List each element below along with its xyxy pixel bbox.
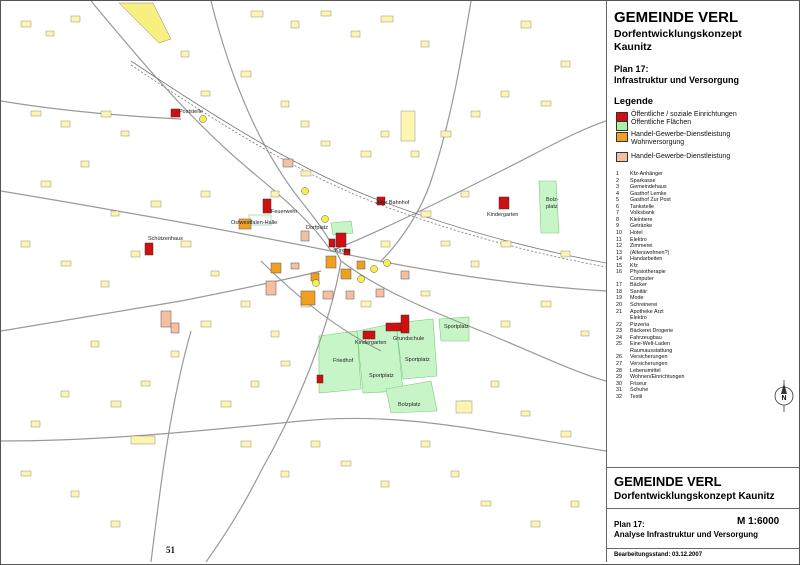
list-item-number: 14 xyxy=(616,256,622,263)
list-item-number: 3 xyxy=(616,184,619,191)
list-item xyxy=(616,315,647,321)
list-item-number: 30 xyxy=(616,380,622,387)
label-sportplatz-2: Sportplatz xyxy=(405,357,430,363)
list-item-number: 28 xyxy=(616,367,622,374)
subtitle-1: Dorfentwicklungskonzept xyxy=(614,28,742,40)
residential-buildings xyxy=(21,11,589,527)
list-item-label: Gasthof Zur Post xyxy=(630,197,671,204)
list-item xyxy=(616,217,652,223)
list-item-label: Handarbeiten xyxy=(630,256,663,263)
list-item-label: Apotheke Arzt xyxy=(630,308,664,315)
list-item-number: 21 xyxy=(616,308,622,315)
list-item-label: Eine-Welt-Laden xyxy=(630,341,671,348)
list-item-number: 18 xyxy=(616,288,622,295)
list-item xyxy=(616,250,669,256)
list-item xyxy=(616,348,672,354)
label-sportplatz-1: Sportplatz xyxy=(444,324,469,330)
list-item-number: 4 xyxy=(616,190,619,197)
list-item-number: 17 xyxy=(616,282,622,289)
list-item-label: Kfz-Anhänger xyxy=(630,171,663,177)
list-item-label: Raumausstattung xyxy=(630,347,673,354)
divider xyxy=(607,508,799,509)
label-dorfplatz: Dorfplatz xyxy=(306,225,329,231)
list-item-label: Wohnen/Einrichtungen xyxy=(630,374,685,381)
list-item-label: Bäckerei Drogerie xyxy=(630,328,674,335)
list-item xyxy=(616,361,667,367)
list-item xyxy=(616,387,648,393)
list-item-number: 7 xyxy=(616,210,619,217)
list-item-label: Versicherungen xyxy=(630,360,668,367)
label-ostwestfalen-halle: Ostwestfalen-Halle xyxy=(231,220,278,226)
list-item-label: Elektro xyxy=(630,315,647,322)
list-item-label: Mode xyxy=(630,295,644,302)
map-canvas xyxy=(1,1,606,562)
footer-plan-name: Analyse Infrastruktur und Versorgung xyxy=(614,530,759,539)
list-item-label: Getränke xyxy=(630,223,653,230)
list-item xyxy=(616,210,655,216)
list-item-number: 13 xyxy=(616,249,622,256)
list-item xyxy=(616,237,647,243)
title: GEMEINDE VERL xyxy=(614,9,739,26)
list-item-label: Computer xyxy=(630,275,654,282)
label-sportplatz-3: Sportplatz xyxy=(369,373,394,379)
legend-label-commerce-2: Handel-Gewerbe-Dienstleistung xyxy=(631,153,731,160)
list-item xyxy=(616,191,667,197)
list-item xyxy=(616,230,643,236)
label-bolzplatz-south: Bolzplatz xyxy=(398,402,421,408)
list-item-label: Schuhe xyxy=(630,387,649,394)
label-alter-bahnhof: Alter Bahnhof xyxy=(376,200,410,206)
list-item-number: 8 xyxy=(616,216,619,223)
list-item-label: Hotel xyxy=(630,229,643,236)
list-item xyxy=(616,263,638,269)
list-item-label: Friseur xyxy=(630,380,647,387)
legend-panel xyxy=(606,1,799,562)
list-item xyxy=(616,282,647,288)
list-item-number: 20 xyxy=(616,302,622,308)
list-item-number: 31 xyxy=(616,387,622,394)
list-item xyxy=(616,197,671,203)
divider xyxy=(607,548,799,549)
list-item-label: Volksbank xyxy=(630,210,655,217)
label-schuetzenhaus: Schützenhaus xyxy=(148,236,183,242)
public-areas xyxy=(319,181,559,413)
legend-swatch-commerce xyxy=(616,152,628,162)
list-item-number: 22 xyxy=(616,321,622,328)
list-item xyxy=(616,302,657,308)
label-poststelle: Poststelle xyxy=(179,109,203,115)
list-item-number: 24 xyxy=(616,334,622,341)
list-item-number: 5 xyxy=(616,197,619,204)
list-item xyxy=(616,295,644,301)
list-item-label: Physiotherapie xyxy=(630,269,666,276)
label-bolzplatz-east-1: Bolz- xyxy=(546,197,559,203)
list-item xyxy=(616,204,654,210)
compass-icon xyxy=(771,380,797,412)
list-item-number: 1 xyxy=(616,171,619,177)
list-item-label: Pizzeria xyxy=(630,321,650,328)
legend-title: Legende xyxy=(614,96,654,107)
yellow-area xyxy=(119,3,171,43)
list-item-number: 25 xyxy=(616,341,622,348)
list-item xyxy=(616,341,670,347)
list-item-number: 23 xyxy=(616,328,622,335)
list-item xyxy=(616,381,647,387)
list-item-label: Gemeindehaus xyxy=(630,184,667,191)
list-item-label: (Alterswohnen?) xyxy=(630,249,670,256)
list-item xyxy=(616,171,663,177)
list-item xyxy=(616,322,649,328)
footer-plan-number: Plan 17: xyxy=(614,520,645,529)
list-item-label: Fahrzeugbau xyxy=(630,334,662,341)
list-item-number: 10 xyxy=(616,229,622,236)
list-item xyxy=(616,289,647,295)
list-item xyxy=(616,394,642,400)
list-item-label: Gasthof Lemke xyxy=(630,190,667,197)
legend-label-public: Öffentliche / soziale Einrichtungen xyxy=(631,111,737,118)
list-item-label: Lebensmittel xyxy=(630,367,661,374)
list-item-number: 2 xyxy=(616,177,619,184)
list-item-label: Kleintiere xyxy=(630,216,653,223)
list-item-label: Sanitär xyxy=(630,288,648,295)
list-item-number: 12 xyxy=(616,243,622,250)
label-kindergarten-east: Kindergarten xyxy=(487,212,519,218)
list-item xyxy=(616,256,662,262)
footer-title: GEMEINDE VERL xyxy=(614,474,722,489)
list-item-label: Versicherungen xyxy=(630,354,668,361)
list-item xyxy=(616,354,667,360)
sheet-number: 51 xyxy=(166,545,175,555)
list-item xyxy=(616,309,664,315)
map-area[interactable] xyxy=(1,1,606,562)
list-item-label: Bäcker xyxy=(630,282,647,289)
list-item-label: Kfz xyxy=(630,262,638,269)
list-item xyxy=(616,328,673,334)
list-item xyxy=(616,243,652,249)
list-item-number: 27 xyxy=(616,360,622,367)
list-item-label: Schreinerei xyxy=(630,302,658,308)
list-item xyxy=(616,223,652,229)
legend-swatch-public-areas xyxy=(616,121,628,131)
north-label: N xyxy=(781,395,787,402)
list-item-number: 11 xyxy=(616,236,622,243)
list-item xyxy=(616,335,662,341)
list-item xyxy=(616,276,654,282)
list-item-number: 15 xyxy=(616,262,622,269)
list-item xyxy=(616,368,661,374)
label-kirche: Kirche xyxy=(335,248,351,254)
list-item-number: 6 xyxy=(616,203,619,210)
list-item-number: 26 xyxy=(616,354,622,361)
list-item-number: 9 xyxy=(616,223,619,230)
list-item xyxy=(616,184,667,190)
scale: M 1:6000 xyxy=(737,516,780,527)
list-item-number: 19 xyxy=(616,295,622,302)
list-item-label: Elektro xyxy=(630,236,647,243)
label-kindergarten-south: Kindergarten xyxy=(355,340,387,346)
list-item xyxy=(616,269,666,275)
legend-label-commerce-1: Handel-Gewerbe-Dienstleistung xyxy=(631,131,731,138)
list-item xyxy=(616,374,684,380)
list-item xyxy=(616,178,655,184)
legend-swatch-commerce-housing xyxy=(616,132,628,142)
list-item-label: Textil xyxy=(630,393,643,400)
label-grundschule: Grundschule xyxy=(393,336,425,342)
list-item-label: Sparkasse xyxy=(630,177,656,184)
plan-name: Infrastruktur und Versorgung xyxy=(614,75,740,85)
subtitle-2: Kaunitz xyxy=(614,41,652,53)
list-item-number: 16 xyxy=(616,269,622,276)
list-item-label: Zimmerei xyxy=(630,243,653,250)
title-block xyxy=(607,467,799,563)
label-friedhof: Friedhof xyxy=(333,358,354,364)
label-bolzplatz-east-2: platz xyxy=(546,204,558,210)
plan-number: Plan 17: xyxy=(614,64,649,74)
commerce xyxy=(161,159,409,333)
list-item-number: 32 xyxy=(616,393,622,400)
legend-label-public-areas: Öffentliche Flächen xyxy=(631,119,692,126)
footer-subtitle: Dorfentwicklungskonzept Kaunitz xyxy=(614,491,775,502)
north-arrow xyxy=(771,380,797,417)
list-item-number: 29 xyxy=(616,374,622,381)
list-item-label: Tankstelle xyxy=(630,203,654,210)
roads xyxy=(1,1,606,562)
legend-label-housing-supply: Wohnversorgung xyxy=(631,139,685,146)
edit-date: Bearbeitungsstand: 03.12.2007 xyxy=(614,552,703,558)
label-feuerwehr: Feuerwehr xyxy=(271,209,298,215)
